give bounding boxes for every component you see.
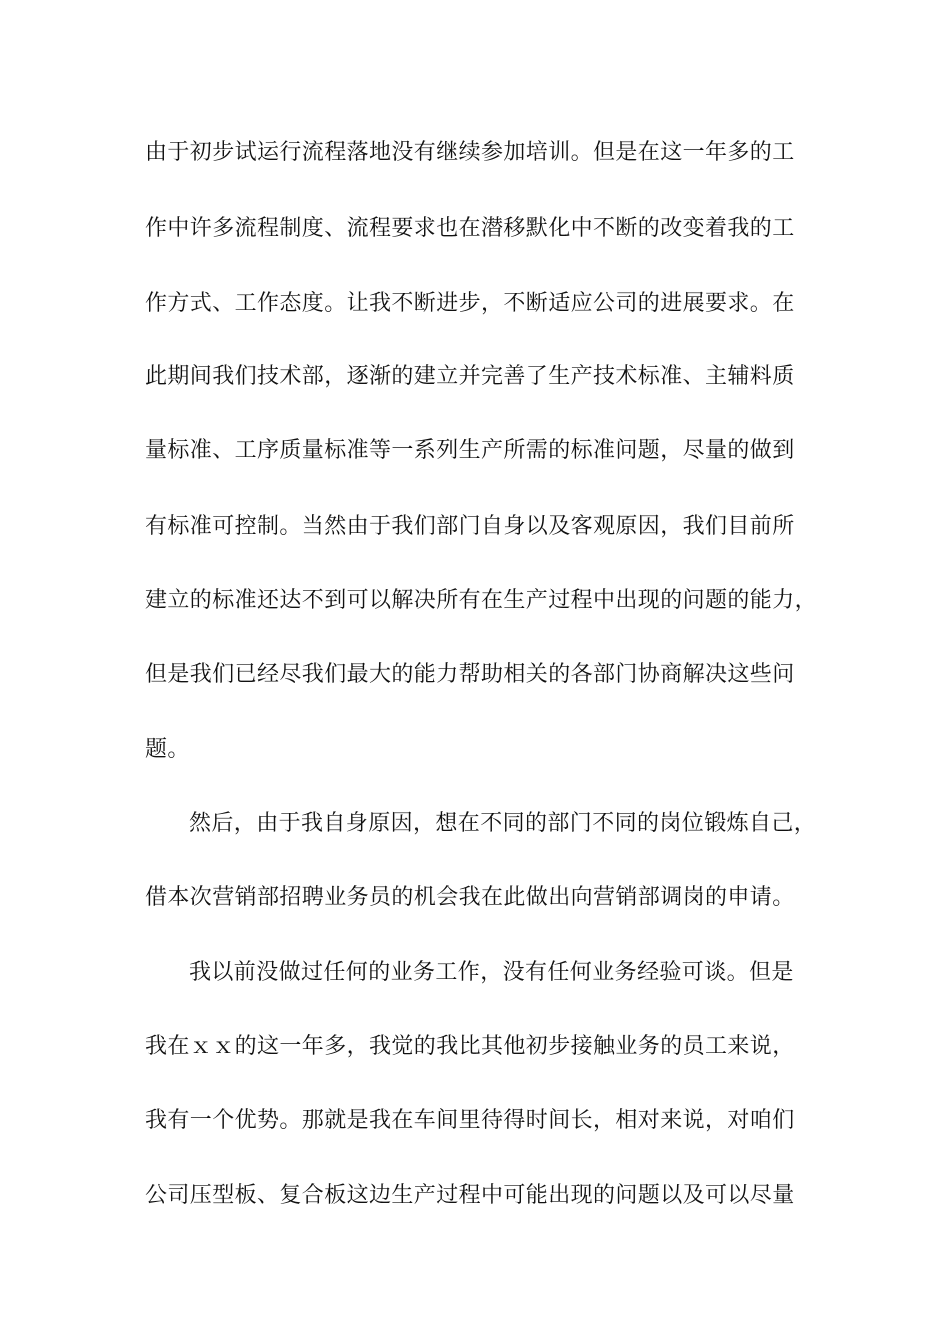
text-line: 我有一个优势。那就是我在车间里待得时间长，相对来说，对咱们	[145, 1108, 795, 1133]
text-line: 建立的标准还达不到可以解决所有在生产过程中出现的问题的能力，	[145, 588, 818, 613]
text-line: 量标准、工序质量标准等一系列生产所需的标准问题，尽量的做到	[145, 438, 795, 463]
text-line: 然后，由于我自身原因，想在不同的部门不同的岗位锻炼自己，	[189, 811, 817, 836]
text-line: 借本次营销部招聘业务员的机会我在此做出向营销部调岗的申请。	[145, 885, 795, 910]
text-line: 题。	[145, 737, 190, 762]
text-line: 但是我们已经尽我们最大的能力帮助相关的各部门协商解决这些问	[145, 662, 795, 687]
text-line: 我以前没做过任何的业务工作，没有任何业务经验可谈。但是	[189, 960, 794, 985]
text-line: 我在ｘｘ的这一年多，我觉的我比其他初步接触业务的员工来说，	[145, 1034, 795, 1059]
text-line: 此期间我们技术部，逐渐的建立并完善了生产技术标准、主辅料质	[145, 364, 795, 389]
text-line: 作方式、工作态度。让我不断进步，不断适应公司的进展要求。在	[145, 291, 795, 316]
text-line: 公司压型板、复合板这边生产过程中可能出现的问题以及可以尽量	[145, 1183, 795, 1208]
text-line: 有标准可控制。当然由于我们部门自身以及客观原因，我们目前所	[145, 514, 795, 539]
text-line: 由于初步试运行流程落地没有继续参加培训。但是在这一年多的工	[145, 140, 795, 165]
text-line: 作中许多流程制度、流程要求也在潜移默化中不断的改变着我的工	[145, 216, 795, 241]
